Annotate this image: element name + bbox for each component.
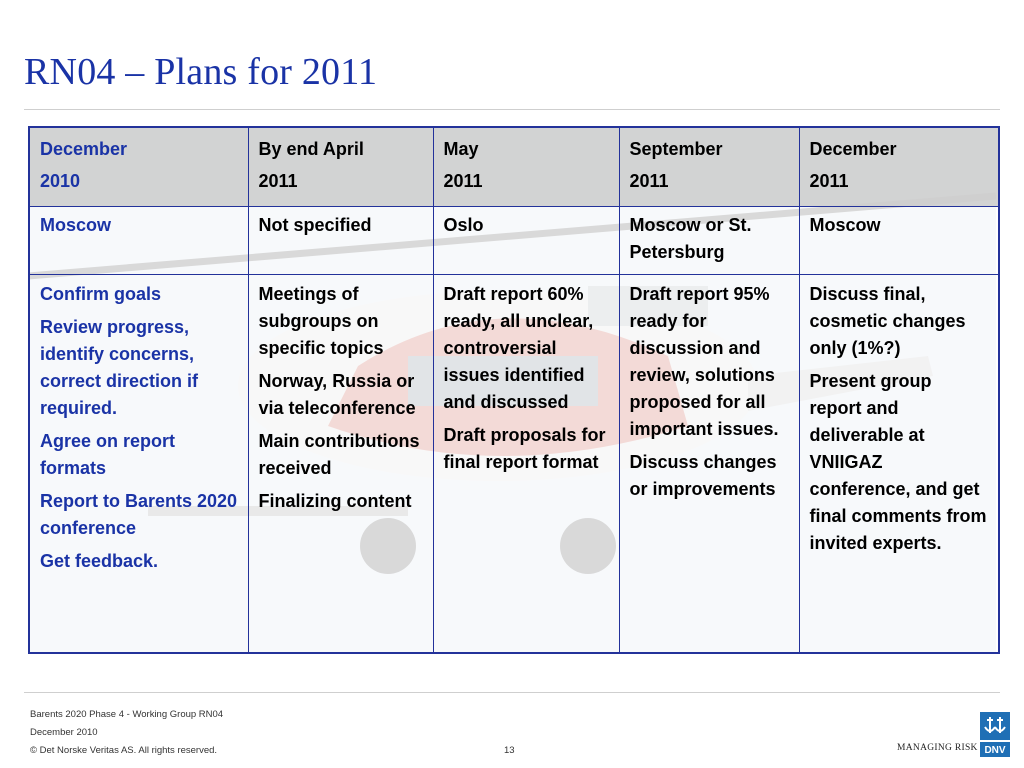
header-line2: 2011 [809,171,849,191]
activities-cell-may-2011 [433,275,619,654]
activity-item: Present group report and deliverable at VNIIGAZ conference, and get final comments from invited experts. [809,371,987,553]
activity-item: Main contributions received [258,431,420,478]
header-cell-december-2010 [29,127,248,207]
activity-item: Finalizing content [258,491,412,511]
header-line1: December [40,139,128,159]
location-row [29,207,999,275]
footer-date: December 2010 [30,727,98,738]
activities-cell-december-2010 [29,275,248,654]
header-line1: December [809,139,897,159]
location-cell: Moscow [29,207,248,275]
logo-tagline: MANAGING RISK [897,743,978,753]
header-cell-may-2011 [433,127,619,207]
location-cell: Moscow [799,207,999,275]
logo-wordmark: DNV [984,745,1006,756]
header-line1: By end April [258,139,364,159]
activity-item: Get feedback. [40,551,159,571]
location-cell: Not specified [248,207,433,275]
activities-cell-september-2011 [619,275,799,654]
footer-divider [24,692,1000,693]
title-divider [24,109,1000,110]
page-number: 13 [504,745,515,756]
header-cell-september-2011 [619,127,799,207]
footer-copyright: © Det Norske Veritas AS. All rights reserved. [30,745,218,756]
slide-title: RN04 – Plans for 2011 [24,51,378,93]
activity-item: Agree on report formats [40,431,176,478]
header-line2: 2010 [40,171,81,191]
location-cell: Oslo [433,207,619,275]
activity-item: Discuss changes or improvements [629,452,777,499]
dnv-logo-icon [980,712,1010,757]
activity-item: Confirm goals [40,284,162,304]
activities-cell-april-2011 [248,275,433,654]
activity-item: Meetings of subgroups on specific topics [258,284,384,358]
header-line1: May [443,139,479,159]
activity-item: Draft report 60% ready, all unclear, controversial issues identified and discussed [443,284,594,412]
location-cell: Moscow or St. Petersburg [619,207,799,275]
header-line2: 2011 [258,171,298,191]
header-line1: September [629,139,723,159]
activity-item: Draft report 95% ready for discussion and review, solutions proposed for all important issues. [629,284,779,439]
activity-item: Draft proposals for final report format [443,425,606,472]
activities-row [29,275,999,654]
activity-item: Norway, Russia or via teleconference [258,371,416,418]
activity-item: Review progress, identify concerns, correct direction if required. [40,317,199,418]
activities-cell-december-2011 [799,275,999,654]
header-line2: 2011 [443,171,483,191]
footer-project-name: Barents 2020 Phase 4 - Working Group RN04 [30,709,224,720]
header-cell-december-2011 [799,127,999,207]
header-cell-april-2011 [248,127,433,207]
plan-table [28,126,1000,654]
table-header-row [29,127,999,207]
activity-item: Discuss final, cosmetic changes only (1%?) [809,284,966,358]
activity-item: Report to Barents 2020 conference [40,491,238,538]
header-line2: 2011 [629,171,669,191]
